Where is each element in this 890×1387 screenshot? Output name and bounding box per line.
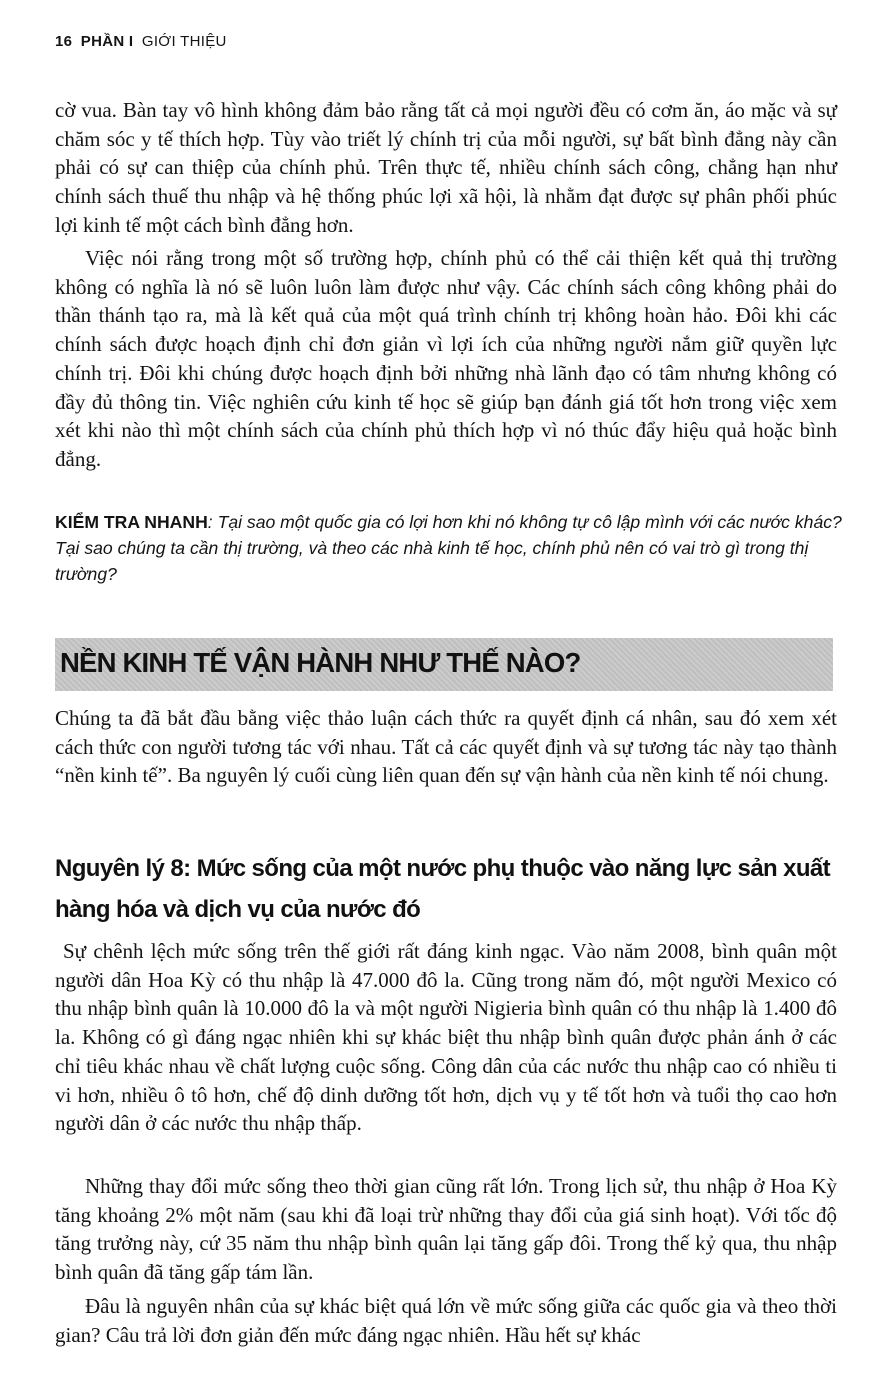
running-header [55,33,227,50]
body-paragraph-1: cờ vua. Bàn tay vô hình không đảm bảo rằng tất cả mọi người đều có cơm ăn, áo mặc và sự chăm sóc y tế thích hợp. Tùy vào triết lý chính trị của mỗi người, sự bất bình đẳng này cần phải có sự can thiệp của chính phủ. Trên thực tế, nhiều chính sách công, chẳng hạn như chính sách thuế thu nhập và hệ thống phúc lợi xã hội, là nhằm đạt được sự phân phối phúc lợi kinh tế một cách bình đẳng hơn. [55,98,837,237]
page-number: 16 [55,33,73,50]
body-paragraph-5: Những thay đổi mức sống theo thời gian cũng rất lớn. Trong lịch sử, thu nhập ở Hoa Kỳ tăng khoảng 2% một năm (sau khi đã loại trừ những thay đổi của giá sinh hoạt). Với tốc độ tăng trưởng này, cứ 35 năm thu nhập bình quân lại tăng gấp đôi. Trong thế kỷ qua, thu nhập bình quân đã tăng gấp tám lần. [55,1174,837,1285]
part-label: PHẦN I [80,33,134,50]
body-paragraph-6: Đâu là nguyên nhân của sự khác biệt quá lớn về mức sống giữa các quốc gia và theo thời gian? Câu trả lời đơn giản đến mức đáng ngạc nhiên. Hầu hết sự khác [55,1294,837,1347]
principle-heading: Nguyên lý 8: Mức sống của một nước phụ thuộc vào năng lực sản xuất hàng hóa và dịch vụ của nước đó [55,855,831,923]
section-label: GIỚI THIỆU [141,33,227,50]
quick-quiz-question: : Tại sao một quốc gia có lợi hơn khi nó không tự cô lập mình với các nước khác? Tại sao chúng ta cần thị trường, và theo các nhà kinh tế học, chính phủ nên có vai trò gì trong thị trường? [55,512,842,584]
body-paragraph-3: Chúng ta đã bắt đầu bằng việc thảo luận cách thức ra quyết định cá nhân, sau đó xem xét cách thức con người tương tác với nhau. Tất cả các quyết định và sự tương tác này tạo thành “nền kinh tế”. Ba nguyên lý cuối cùng liên quan đến sự vận hành của nền kinh tế nói chung. [55,706,837,788]
body-paragraph-2: Việc nói rằng trong một số trường hợp, chính phủ có thể cải thiện kết quả thị trường không có nghĩa là nó sẽ luôn luôn làm được như vậy. Các chính sách công không phải do thần thánh tạo ra, mà là kết quả của một quá trình chính trị không hoàn hảo. Đôi khi các chính sách được hoạch định chỉ đơn giản vì lợi ích của những người nắm giữ quyền lực chính trị. Đôi khi chúng được hoạch định bởi những nhà lãnh đạo có tâm nhưng không có đầy đủ thông tin. Việc nghiên cứu kinh tế học sẽ giúp bạn đánh giá tốt hơn trong việc xem xét khi nào thì một chính sách của chính phủ thích hợp vì nó thúc đẩy hiệu quả hoặc bình đẳng. [55,246,837,471]
section-title: NỀN KINH TẾ VẬN HÀNH NHƯ THẾ NÀO? [60,647,581,678]
section-banner [55,638,833,691]
body-paragraph-4: Sự chênh lệch mức sống trên thế giới rất đáng kinh ngạc. Vào năm 2008, bình quân một người dân Hoa Kỳ có thu nhập là 47.000 đô la. Cũng trong năm đó, một người Mexico có thu nhập bình quân là 10.000 đô la và một người Nigieria bình quân có thu nhập là 1.400 đô la. Không có gì đáng ngạc nhiên khi sự khác biệt thu nhập bình quân được phản ánh ở các chỉ tiêu khác nhau về chất lượng cuộc sống. Công dân của các nước thu nhập cao có nhiều ti vi hơn, nhiều ô tô hơn, chế độ dinh dưỡng tốt hơn, dịch vụ y tế tốt hơn và tuổi thọ cao hơn người dân ở các nước thu nhập thấp. [55,939,837,1136]
quick-quiz-label: KIỂM TRA NHANH [55,512,208,532]
quick-quiz [55,509,845,587]
